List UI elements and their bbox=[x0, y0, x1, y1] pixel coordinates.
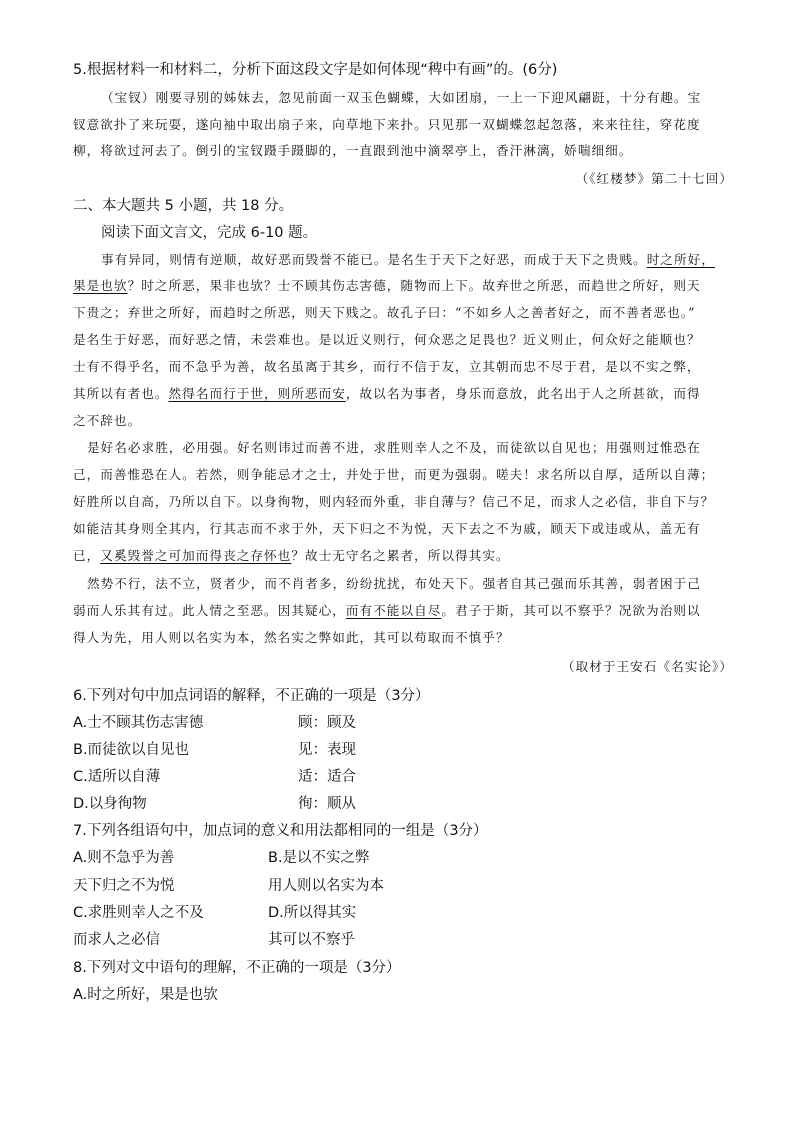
underlined-sentence: 又奚毁誉之可加而得丧之存怀也 bbox=[100, 548, 292, 563]
passage-line bbox=[73, 280, 733, 293]
passage-text: ，故以名为事者，身乐而意放，此名出于人之所甚欲，而得 bbox=[345, 386, 701, 401]
q6-option-a-gloss: 顾：顾及 bbox=[298, 715, 356, 731]
q7-option-a-pair: 天下归之不为悦 bbox=[73, 878, 175, 894]
passage-line: 之不辞也。 bbox=[73, 413, 142, 428]
passage-line: 下贵之；弃世之所好，而趋时之所恶，则天下贱之。故孔子曰：“不如乡人之善者好之，而不善者恶也。” bbox=[73, 305, 696, 320]
q5-source: （《红楼梦》第二十七回） bbox=[575, 171, 733, 186]
q7-option-a: A.则不急乎为善 bbox=[73, 850, 175, 866]
passage-text: 事有异同，则情有逆顺，故好恶而毁誉不能已。是名生于天下之好恶，而成于天下之贵贱。 bbox=[101, 252, 647, 267]
passage-line bbox=[73, 388, 733, 401]
q7-option-b: B.是以不实之弊 bbox=[268, 850, 370, 866]
passage-line: 士有不得乎名，而不急乎为善，故名虽离于其乡，而行不信于友，立其朝而忠不尽于君，是以不实之弊， bbox=[73, 359, 701, 374]
passage-line: 如能洁其身则全其内，行其志而不求于外，天下归之不为悦，天下去之不为戚，顾天下或违或从，盖无有 bbox=[73, 521, 701, 536]
q6-prompt: 6.下列对句中加点词语的解释，不正确的一项是（3分） bbox=[73, 688, 430, 704]
passage-text: 其所以有者也。 bbox=[73, 386, 169, 401]
q7-prompt: 7.下列各组语句中，加点词的意义和用法都相同的一组是（3分） bbox=[73, 823, 488, 839]
q8-option-a: A.时之所好，果是也欤 bbox=[73, 987, 218, 1003]
q5-prompt: 5.根据材料一和材料二，分析下面这段文字是如何体现“稗中有画”的。(6分) bbox=[73, 62, 558, 78]
passage-line: 是好名必求胜，必用强。好名则讳过而善不进，求胜则幸人之不及，而徒欲以自见也；用强则过惟恐在 bbox=[87, 440, 701, 455]
passage-line: 是名生于好恶，而好恶之情，未尝难也。是以近义则行，何众恶之足畏也？近义则止，何众好之能顺也？ bbox=[73, 332, 701, 347]
section-instruction: 阅读下面文言文，完成 6-10 题。 bbox=[101, 225, 318, 241]
passage-line bbox=[73, 550, 733, 563]
underlined-sentence: 然得名而行于世，则所恶而安 bbox=[168, 386, 346, 401]
q6-option-b-gloss: 见：表现 bbox=[298, 742, 356, 758]
q5-excerpt-line: 柳，将欲过河去了。倒引的宝钗蹑手蹑脚的，一直跟到池中滴翠亭上，香汗淋漓，娇喘细细。 bbox=[73, 143, 633, 158]
passage-line: 得人为先，用人则以名实为本，然名实之弊如此，其可以苟取而不慎乎？ bbox=[73, 630, 510, 645]
underlined-sentence: 而有不能以自尽 bbox=[345, 603, 442, 618]
q5-excerpt-line: （宝钗）刚要寻别的姊妹去，忽见前面一双玉色蝴蝶，大如团扇，一上一下迎风翩跹，十分有趣。宝 bbox=[101, 90, 702, 105]
passage-text: 。君子于斯，其可以不察乎？况欲为治则以 bbox=[441, 603, 701, 618]
q5-excerpt-line: 钗意欲扑了来玩耍，遂向袖中取出扇子来，向草地下来扑。只见那一双蝴蝶忽起忽落，来来往往，穿花度 bbox=[73, 117, 701, 132]
passage-text: 弱而人乐其有过。此人情之至恶。因其疑心， bbox=[73, 603, 346, 618]
section-heading: 二、本大题共 5 小题，共 18 分。 bbox=[73, 198, 294, 214]
passage-text: 已， bbox=[73, 548, 101, 563]
passage-text: ？故士无守名之累者，所以得其实。 bbox=[291, 548, 510, 563]
q6-option-b: B.而徒欲以自见也 bbox=[73, 742, 190, 758]
q7-option-c-pair: 而求人之必信 bbox=[73, 932, 160, 948]
underlined-sentence: 时之所好， bbox=[646, 252, 715, 267]
q6-option-c-gloss: 适：适合 bbox=[298, 769, 356, 785]
q6-option-d-gloss: 徇：顺从 bbox=[298, 796, 356, 812]
passage-line: 然势不行，法不立，贤者少，而不肖者多，纷纷扰扰，布处天下。强者自其己强而乐其善，弱者困于己 bbox=[87, 576, 701, 591]
passage-source: （取材于王安石《名实论》） bbox=[561, 659, 733, 674]
q7-option-d: D.所以得其实 bbox=[268, 905, 357, 921]
passage-line: 好胜所以自高，乃所以自下。以身徇物，则内轻而外重，非自薄与？信己不足，而求人之必信，非自下与？ bbox=[73, 494, 715, 509]
passage-text: ？时之所恶，果非也欤？士不顾其伤志害德，随物而上下。故弃世之所恶，而趋世之所好，则天 bbox=[127, 278, 701, 293]
passage-line bbox=[73, 605, 733, 618]
q7-option-c: C.求胜则幸人之不及 bbox=[73, 905, 204, 921]
underlined-sentence: 果是也欤 bbox=[73, 278, 128, 293]
passage-line: 己，而善惟恐在人。若然，则争能忌才之士，并处于世，而更为强弱。嗟夫！求名所以自厚，适所以自薄； bbox=[73, 467, 715, 482]
q6-option-c: C.适所以自薄 bbox=[73, 769, 161, 785]
q6-option-a: A.士不顾其伤志害德 bbox=[73, 715, 204, 731]
q6-option-d: D.以身徇物 bbox=[73, 796, 147, 812]
q7-option-b-pair: 用人则以名实为本 bbox=[268, 878, 384, 894]
q8-prompt: 8.下列对文中语句的理解，不正确的一项是（3分） bbox=[73, 960, 401, 976]
passage-line bbox=[101, 254, 733, 267]
q7-option-d-pair: 其可以不察乎 bbox=[268, 932, 355, 948]
